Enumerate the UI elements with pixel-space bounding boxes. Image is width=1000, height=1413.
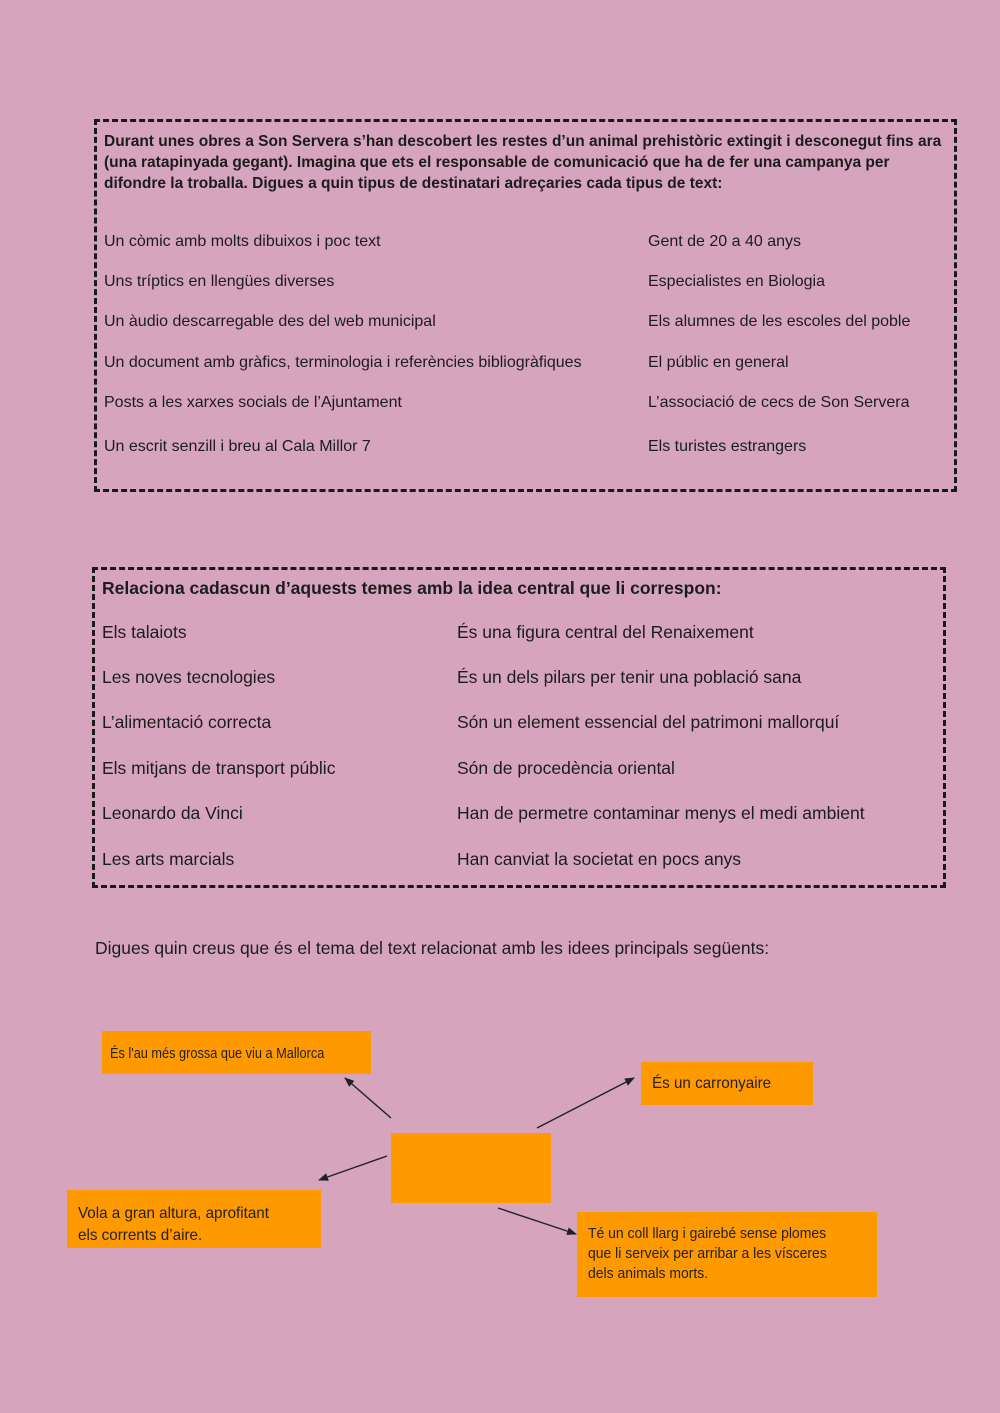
ex1-right-item[interactable]: Gent de 20 a 40 anys (648, 233, 801, 250)
ex1-left-item[interactable]: Un escrit senzill i breu al Cala Millor 7 (104, 438, 371, 455)
ex2-topic-item[interactable]: Els mitjans de transport públic (102, 758, 336, 778)
ex1-right-item[interactable]: Especialistes en Biologia (648, 273, 825, 290)
ex2-idea-item[interactable]: És una figura central del Renaixement (457, 622, 754, 642)
arrow-to-bottom-left (319, 1156, 387, 1180)
arrow-to-bottom-right (498, 1208, 576, 1234)
ex1-left-item[interactable]: Un àudio descarregable des del web municipal (104, 313, 436, 330)
ex1-left-item[interactable]: Posts a les xarxes socials de l’Ajuntament (104, 394, 402, 411)
ex2-idea-item[interactable]: Són de procedència oriental (457, 758, 675, 778)
ex2-idea-item[interactable]: És un dels pilars per tenir una població sana (457, 667, 802, 687)
exercise-2-instructions: Relaciona cadascun d’aquests temes amb la idea central que li correspon: (102, 578, 722, 598)
exercise-3-instructions: Digues quin creus que és el tema del text relacionat amb les idees principals següents: (95, 938, 770, 958)
arrow-to-top-right (537, 1078, 634, 1128)
ex2-topic-item[interactable]: Les noves tecnologies (102, 667, 276, 687)
central-topic-box[interactable] (391, 1133, 551, 1203)
idea-bottom-left-line: Vola a gran altura, aprofitant (78, 1205, 269, 1222)
arrow-to-top-left (345, 1078, 391, 1118)
idea-bottom-right-line: Té un coll llarg i gairebé sense plomes (588, 1225, 827, 1242)
ex2-topic-item[interactable]: Les arts marcials (102, 849, 235, 869)
idea-bottom-right-line: dels animals morts. (588, 1265, 709, 1282)
ex2-idea-item[interactable]: Han canviat la societat en pocs anys (457, 849, 742, 869)
idea-top-left-text: És l'au més grossa que viu a Mallorca (110, 1045, 325, 1062)
idea-bottom-left-line: els corrents d’aire. (78, 1227, 203, 1244)
ex2-idea-item[interactable]: Han de permetre contaminar menys el medi ambient (457, 803, 865, 823)
idea-top-right-text: És un carronyaire (652, 1075, 772, 1092)
ex2-topic-item[interactable]: Leonardo da Vinci (102, 803, 243, 823)
ex2-topic-item[interactable]: Els talaiots (102, 622, 187, 642)
idea-bottom-right-line: que li serveix per arribar a les vísceres (588, 1245, 827, 1262)
ex1-right-item[interactable]: Els alumnes de les escoles del poble (648, 313, 911, 330)
ex2-idea-item[interactable]: Són un element essencial del patrimoni mallorquí (457, 712, 840, 732)
ex1-right-item[interactable]: L’associació de cecs de Son Servera (648, 394, 910, 411)
ex1-left-item[interactable]: Un còmic amb molts dibuixos i poc text (104, 233, 381, 250)
ex1-left-item[interactable]: Un document amb gràfics, terminologia i referències bibliogràfiques (104, 354, 582, 371)
ex1-right-item[interactable]: El públic en general (648, 354, 789, 371)
ex1-right-item[interactable]: Els turistes estrangers (648, 438, 807, 455)
ex2-topic-item[interactable]: L’alimentació correcta (102, 712, 272, 732)
exercise-1-instructions: Durant unes obres a Son Servera s’han descobert les restes d’un animal prehistòric extingit i desconegut fins ara (una ratapinyada gegant). Imagina que ets el responsable de comunicació que ha de fer una campanya per difondre la troballa. Digues a quin tipus de destinatari adreçaries cada tipus de text: (104, 133, 942, 192)
ex1-left-item[interactable]: Uns tríptics en llengües diverses (104, 273, 335, 290)
